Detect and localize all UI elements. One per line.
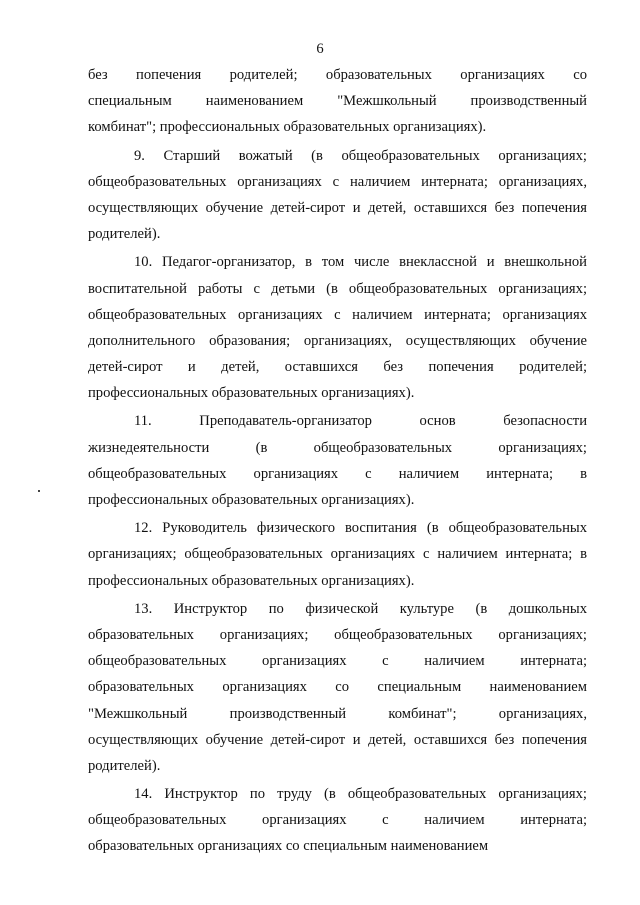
- paragraph-p14: [88, 781, 587, 860]
- text-line: комбинат"; профессиональных образовательных организациях).: [88, 119, 487, 136]
- text-line: 13. Инструктор по физической культуре (в дошкольных: [134, 600, 587, 617]
- text-line: общеобразовательных организациях с наличием интерната; организациях,: [88, 173, 587, 190]
- text-line: общеобразовательных организациях с наличием интерната;: [88, 812, 587, 829]
- paragraph-p12: [88, 515, 587, 594]
- text-line: организациях; общеобразовательных организациях с наличием интерната; в: [88, 546, 587, 563]
- margin-speck: [38, 490, 40, 492]
- text-line: дополнительного образования; организациях, осуществляющих обучение: [88, 332, 587, 349]
- text-line: 9. Старший вожатый (в общеобразовательных организациях;: [134, 147, 587, 164]
- text-line: образовательных организациях со специальным наименованием: [88, 838, 489, 855]
- text-line: общеобразовательных организациях с наличием интерната; в: [88, 465, 587, 482]
- text-line: без попечения родителей; образовательных организациях со: [88, 67, 587, 83]
- text-line: общеобразовательных организациях с наличием интерната;: [88, 653, 587, 670]
- text-line: 14. Инструктор по труду (в общеобразовательных организациях;: [134, 786, 587, 803]
- text-line: профессиональных образовательных организациях).: [88, 385, 415, 402]
- document-body: [88, 62, 587, 862]
- paragraph-p9: [88, 143, 587, 248]
- paragraph-p11: [88, 408, 587, 513]
- text-line: 11. Преподаватель-организатор основ безопасности: [134, 413, 587, 430]
- paragraph-p13: [88, 596, 587, 779]
- text-line: воспитательной работы с детьми (в общеобразовательных организациях;: [88, 280, 587, 297]
- text-line: 12. Руководитель физического воспитания (в общеобразовательных: [134, 520, 587, 537]
- text-line: жизнедеятельности (в общеобразовательных организациях;: [88, 439, 587, 456]
- text-line: осуществляющих обучение детей-сирот и детей, оставшихся без попечения: [88, 731, 587, 748]
- text-line: осуществляющих обучение детей-сирот и детей, оставшихся без попечения: [88, 199, 587, 216]
- paragraph-p0: [88, 62, 587, 141]
- text-line: профессиональных образовательных организациях).: [88, 572, 415, 589]
- text-line: образовательных организациях со специальным наименованием: [88, 679, 587, 696]
- text-line: "Межшкольный производственный комбинат"; организациях,: [88, 705, 587, 722]
- text-line: родителей).: [88, 757, 161, 774]
- paragraph-p10: [88, 249, 587, 406]
- text-line: профессиональных образовательных организациях).: [88, 492, 415, 508]
- text-line: специальным наименованием "Межшкольный производственный: [88, 93, 587, 110]
- text-line: общеобразовательных организациях с наличием интерната; организациях: [88, 306, 587, 323]
- text-line: родителей).: [88, 226, 161, 243]
- text-line: образовательных организациях; общеобразовательных организациях;: [88, 626, 587, 643]
- page-number: 6: [316, 41, 324, 57]
- text-line: детей-сирот и детей, оставшихся без попечения родителей;: [88, 359, 587, 376]
- text-line: 10. Педагог-организатор, в том числе внеклассной и внешкольной: [134, 254, 587, 271]
